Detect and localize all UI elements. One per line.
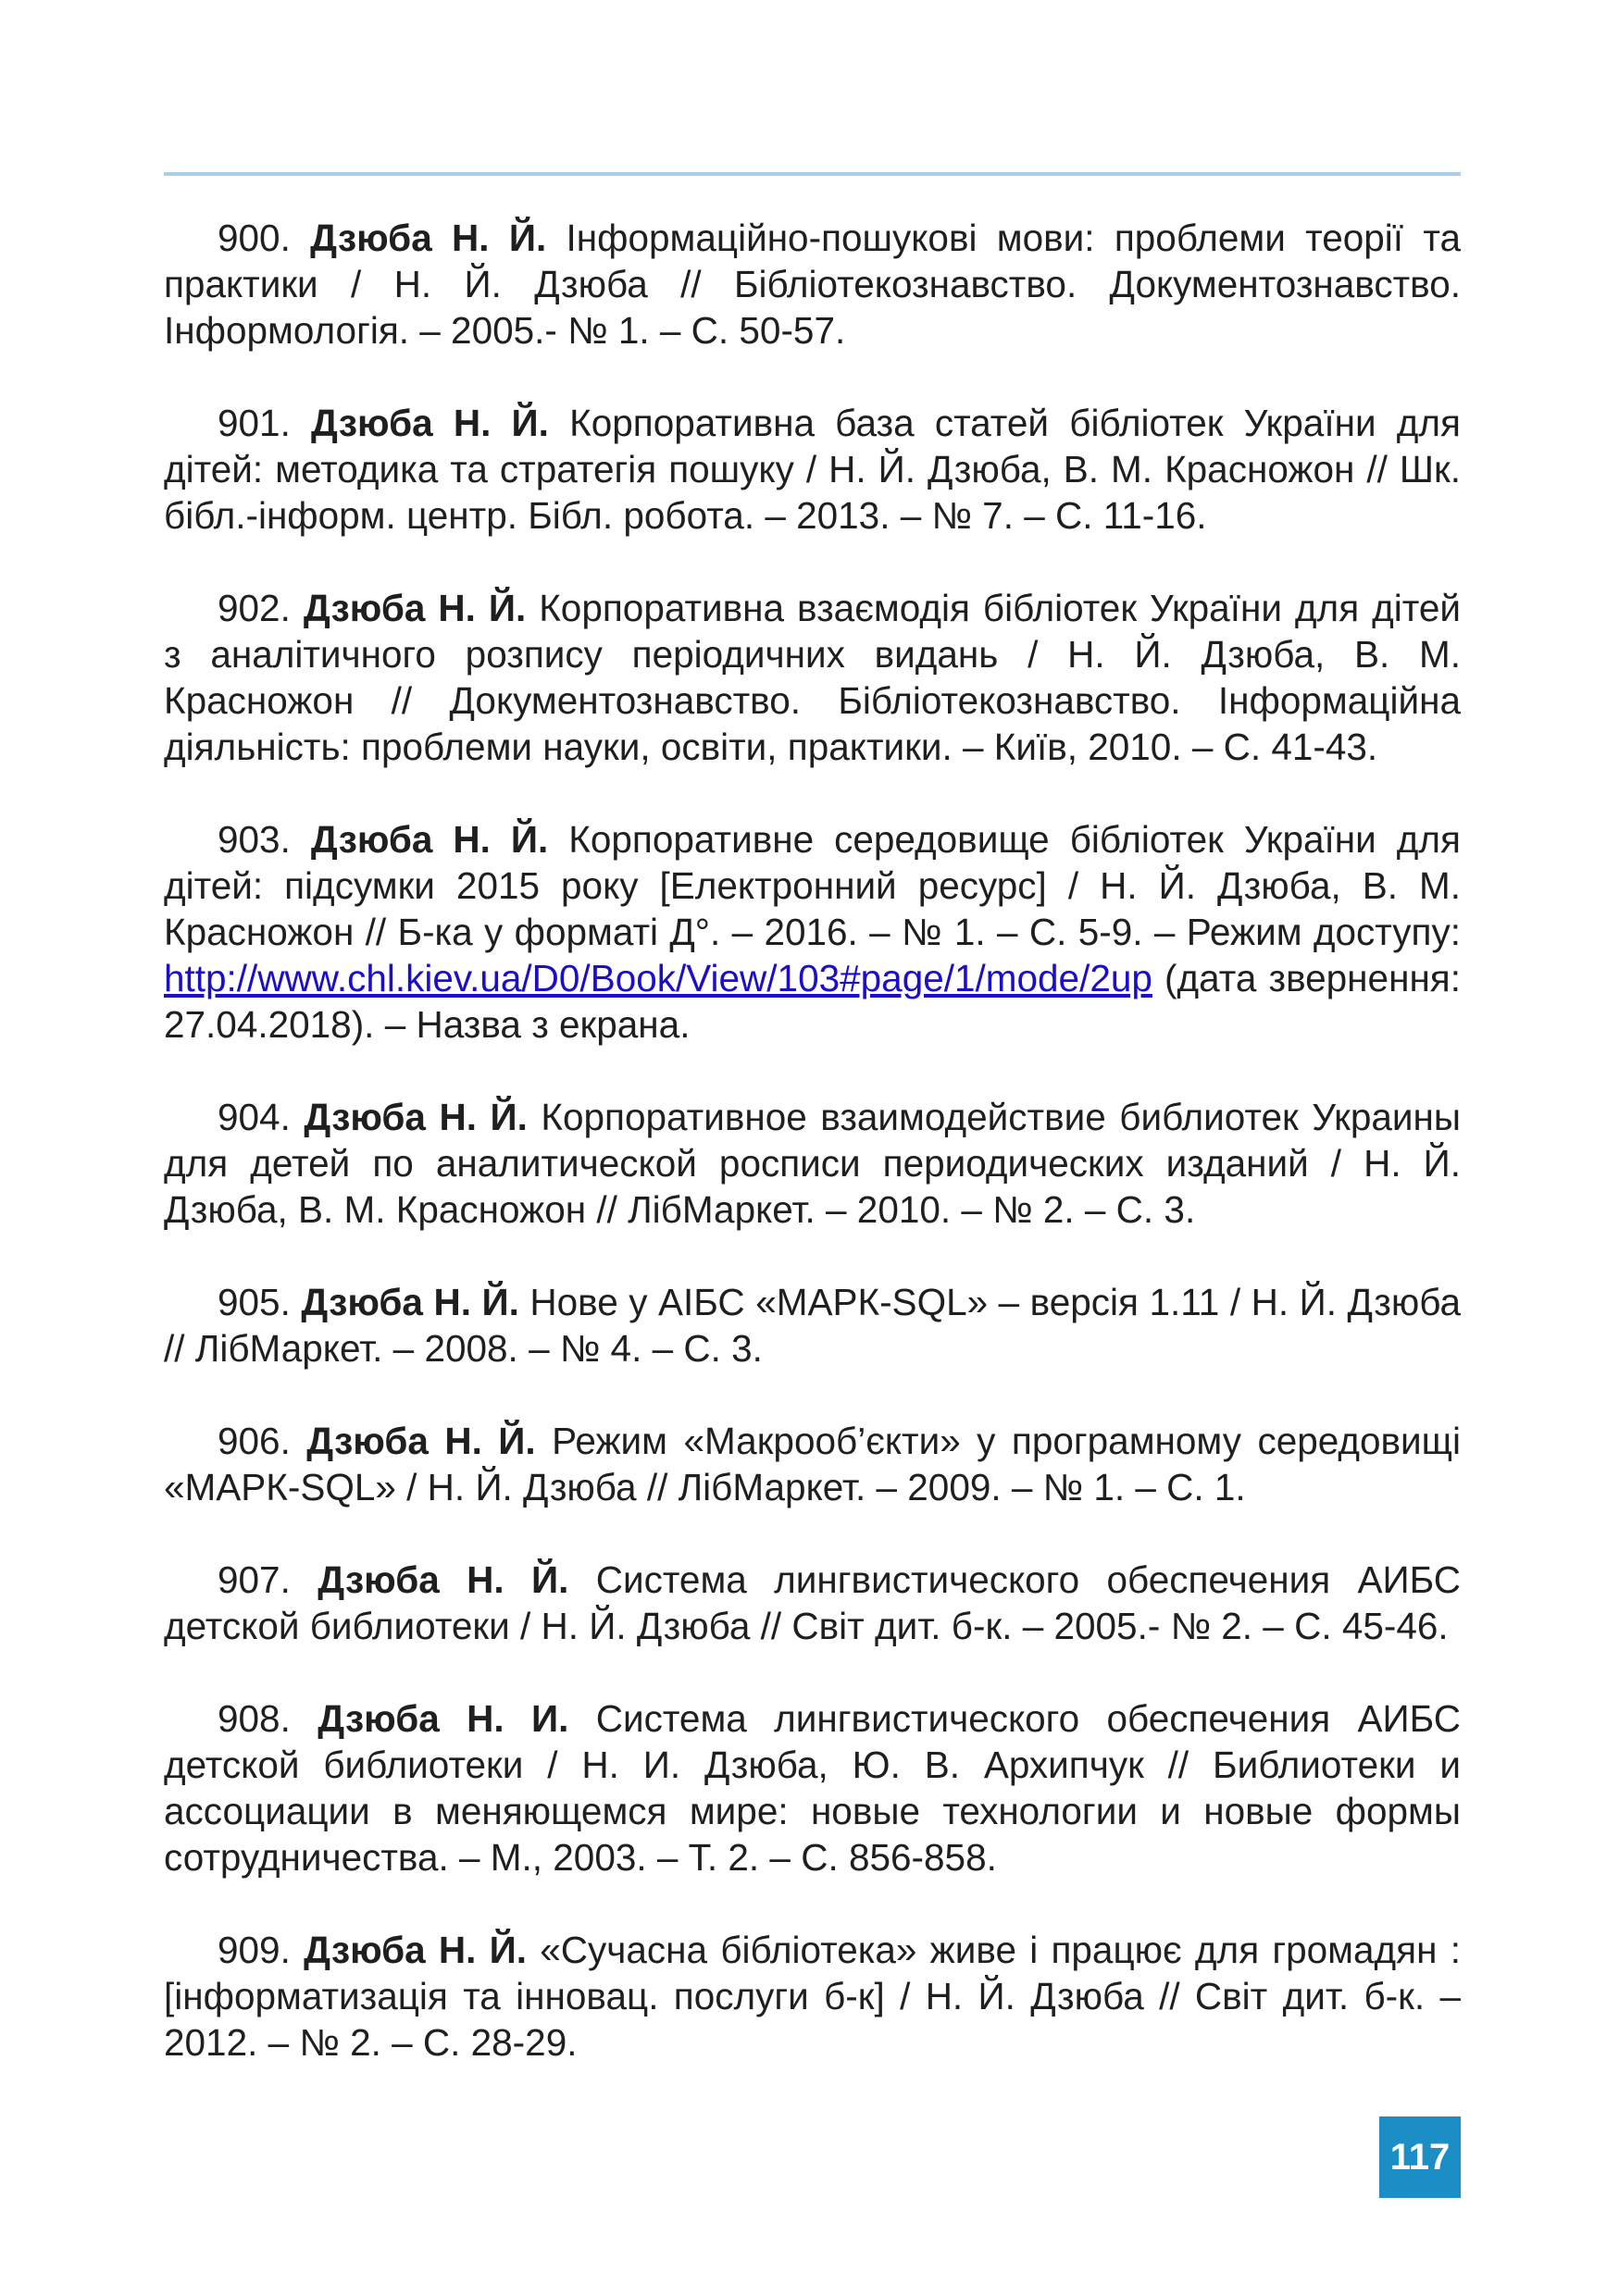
entry-number: 901. bbox=[218, 402, 291, 444]
bibliography-entry bbox=[164, 585, 1461, 770]
entry-author: Дзюба Н. Й. bbox=[301, 1281, 519, 1323]
page-number-badge bbox=[1379, 2116, 1461, 2198]
bibliography-entry bbox=[164, 1927, 1461, 2066]
entry-number: 906. bbox=[218, 1420, 291, 1462]
entry-number: 908. bbox=[218, 1697, 291, 1740]
page-number: 117 bbox=[1389, 2136, 1451, 2178]
bibliography-entry bbox=[164, 400, 1461, 539]
bibliography-entry bbox=[164, 1094, 1461, 1233]
entry-author: Дзюба Н. Й. bbox=[304, 1929, 528, 1971]
entry-author: Дзюба Н. Й. bbox=[306, 1420, 536, 1462]
entry-author: Дзюба Н. Й. bbox=[310, 217, 547, 259]
bibliography-entry bbox=[164, 1279, 1461, 1371]
entry-text: «Сучасна бібліотека» живе і працює для громадян : [інформатизація та інновац. послуги б-к] / Н. Й. Дзюба // Світ дит. б-к. – 2012. – № 2. – С. 28-29. bbox=[164, 1929, 1461, 2064]
entry-text: Корпоративное взаимодействие библиотек Украины для детей по аналитической росписи периодических изданий / Н. Й. Дзюба, В. М. Красножон // ЛібМаркет. – 2010. – № 2. – С. 3. bbox=[164, 1096, 1462, 1231]
entry-author: Дзюба Н. Й. bbox=[303, 587, 527, 629]
entry-text: Система лингвистического обеспечения АИБС детской библиотеки / Н. Й. Дзюба // Світ дит. б-к. – 2005.- № 2. – С. 45-46. bbox=[164, 1558, 1461, 1647]
bibliography-entry bbox=[164, 1418, 1461, 1510]
entry-text: Корпоративна база статей бібліотек України для дітей: методика та стратегія пошуку / Н. Й. Дзюба, В. М. Красножон // Шк. бібл.-інформ. центр. Бібл. робота. – 2013. – № 7. – С. 11-16. bbox=[164, 402, 1461, 537]
entry-number: 907. bbox=[218, 1558, 291, 1601]
entry-url-link[interactable]: http://www.chl.kiev.ua/D0/Book/View/103#page/1/mode/2up bbox=[164, 957, 1152, 999]
entry-number: 905. bbox=[218, 1281, 291, 1323]
entry-number: 902. bbox=[218, 587, 291, 629]
entry-author: Дзюба Н. Й. bbox=[304, 1096, 528, 1138]
entry-text: Режим «Макрооб’єкти» у програмному середовищі «МАРК-SQL» / Н. Й. Дзюба // ЛібМаркет. – 2009. – № 1. – С. 1. bbox=[164, 1420, 1461, 1508]
entry-author: Дзюба Н. Й. bbox=[318, 1558, 569, 1601]
entry-text: Корпоративна взаємодія бібліотек України для дітей з аналітичного розпису періодичних видань / Н. Й. Дзюба, В. М. Красножон // Документознавство. Бібліотекознавство. Інформаційна діяльність: проблеми науки, освіти, практики. – Київ, 2010. – С. 41-43. bbox=[164, 587, 1461, 768]
bibliography-entry bbox=[164, 1695, 1461, 1880]
bibliography-entry bbox=[164, 816, 1461, 1048]
entry-number: 900. bbox=[218, 217, 291, 259]
entry-number: 909. bbox=[218, 1929, 291, 1971]
entry-number: 904. bbox=[218, 1096, 291, 1138]
bibliography-list bbox=[164, 215, 1461, 2112]
bibliography-entry bbox=[164, 215, 1461, 354]
entry-author: Дзюба Н. Й. bbox=[310, 818, 549, 861]
entry-number: 903. bbox=[218, 818, 291, 861]
entry-text: Інформаційно-пошукові мови: проблеми теорії та практики / Н. Й. Дзюба // Бібліотекознавство. Документознавство. Інформологія. – 2005.- № 1. – С. 50-57. bbox=[164, 217, 1461, 352]
entry-text: Система лингвистического обеспечения АИБС детской библиотеки / Н. И. Дзюба, Ю. В. Архипчук // Библиотеки и ассоциации в меняющемся мире: новые технологии и новые формы сотрудничества. – М., 2003. – Т. 2. – С. 856-858. bbox=[164, 1697, 1461, 1879]
bibliography-entry bbox=[164, 1557, 1461, 1649]
entry-text: Нове у АІБС «МАРК-SQL» – версія 1.11 / Н. Й. Дзюба // ЛібМаркет. – 2008. – № 4. – С. 3. bbox=[164, 1281, 1462, 1370]
entry-author: Дзюба Н. Й. bbox=[311, 402, 549, 444]
entry-author: Дзюба Н. И. bbox=[318, 1697, 569, 1740]
entry-text-after: (дата звернення: 27.04.2018). – Назва з екрана. bbox=[164, 957, 1461, 1046]
entry-text: Корпоративне середовище бібліотек України для дітей: підсумки 2015 року [Електронний ресурс] / Н. Й. Дзюба, В. М. Красножон // Б-ка у форматі Д°. – 2016. – № 1. – С. 5-9. – Режим доступу: bbox=[164, 818, 1461, 953]
header-rule bbox=[164, 172, 1461, 176]
